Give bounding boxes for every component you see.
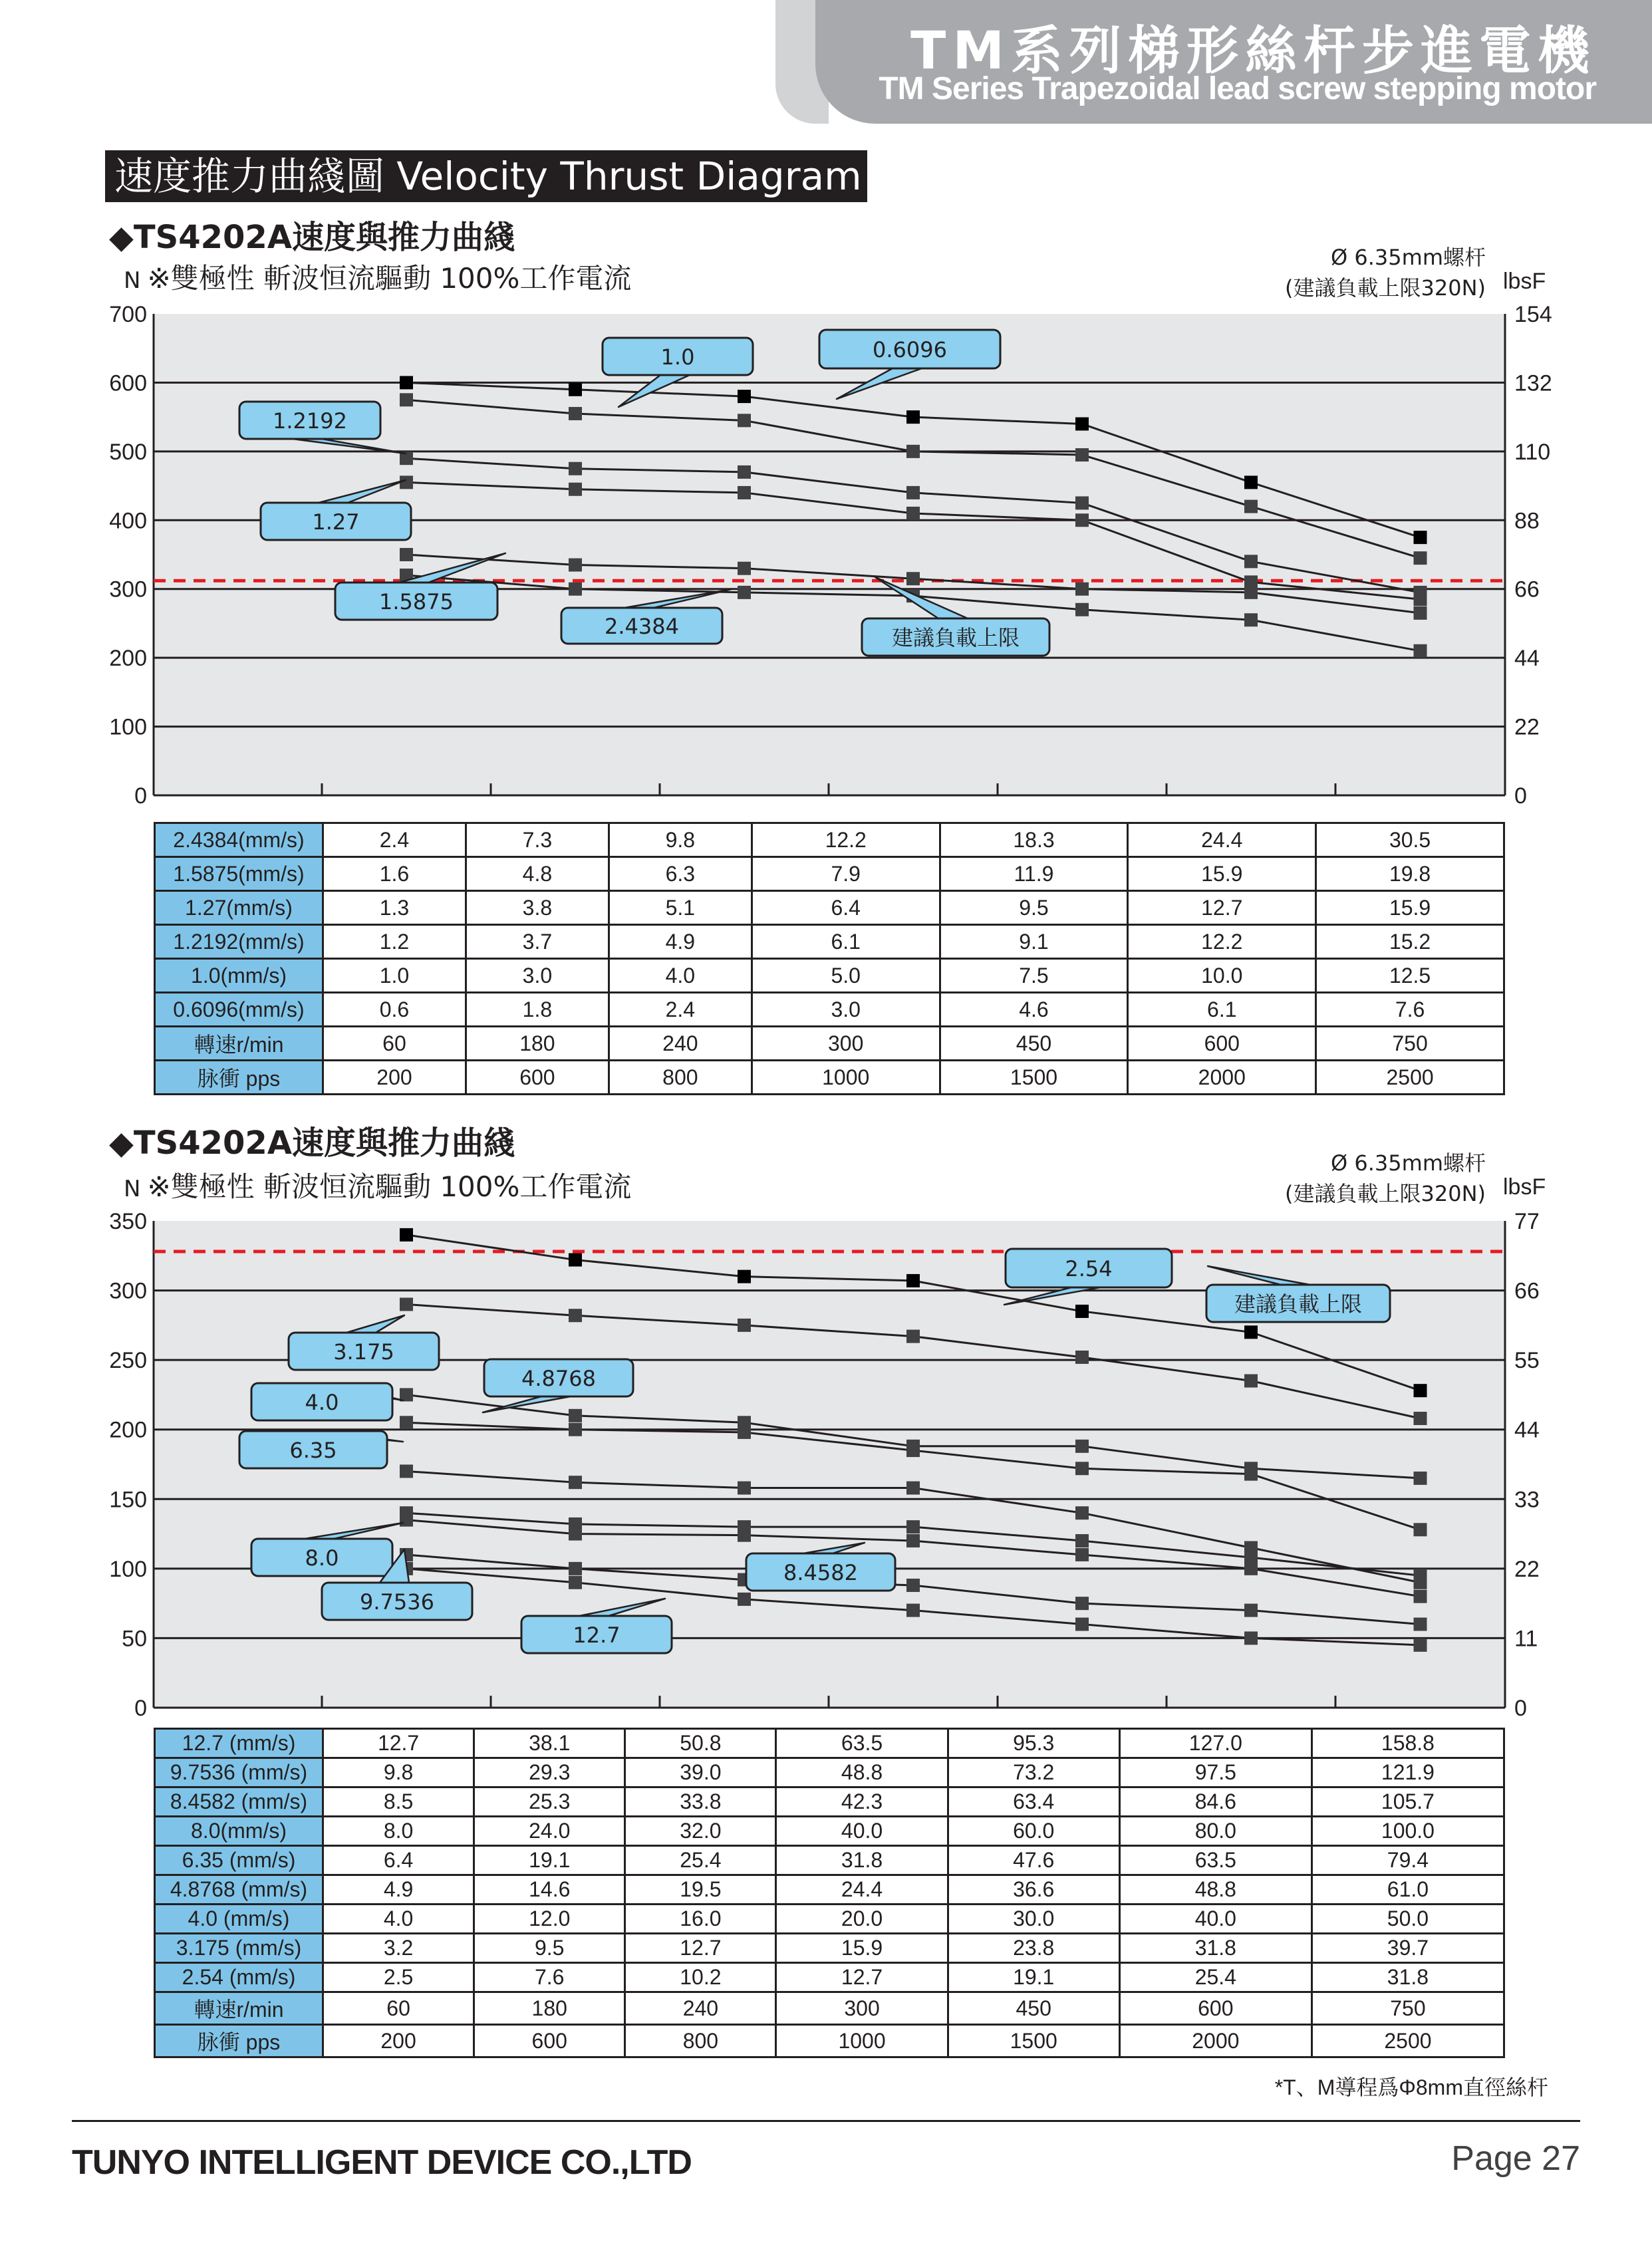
table-cell: 3.7 [466, 925, 609, 959]
table-cell: 7.9 [752, 857, 940, 891]
chart2-title: ◆TS4202A速度與推力曲綫 [109, 1124, 515, 1162]
data-point [1244, 1604, 1258, 1617]
callout-0-6096-label: 0.6096 [873, 337, 947, 362]
table-cell: 7.5 [940, 959, 1128, 993]
callout-2-4384-label: 2.4384 [605, 614, 679, 639]
table-row [155, 1846, 1504, 1875]
table-row [155, 2025, 1504, 2057]
y-tick-label: 300 [109, 577, 147, 602]
table-cell: 10.0 [1128, 959, 1316, 993]
table-cell: 300 [752, 1027, 940, 1061]
data-point [1075, 1597, 1089, 1610]
y-tick-label: 50 [122, 1626, 147, 1652]
table-cell: 11.9 [940, 857, 1128, 891]
table-row [155, 1758, 1504, 1787]
table-cell: 32.0 [625, 1817, 776, 1846]
table-cell: 105.7 [1311, 1787, 1504, 1817]
row-header: 9.7536 (mm/s) [155, 1758, 323, 1787]
table-cell: 79.4 [1311, 1846, 1504, 1875]
table-cell: 6.1 [752, 925, 940, 959]
table-cell: 15.9 [776, 1934, 948, 1963]
table-cell: 16.0 [625, 1905, 776, 1934]
row-header: 8.0(mm/s) [155, 1817, 323, 1846]
y2-tick-label: 44 [1514, 1417, 1540, 1443]
y-tick-label: 0 [134, 1696, 147, 1721]
table-cell: 9.1 [940, 925, 1128, 959]
table-cell: 5.0 [752, 959, 940, 993]
data-point [738, 1270, 751, 1283]
table-cell: 2.5 [323, 1963, 474, 1992]
data-point [569, 1527, 582, 1541]
data-point [906, 1520, 920, 1533]
table-cell: 50.0 [1311, 1905, 1504, 1934]
chart2-load-note: (建議負載上限320N) [1285, 1181, 1486, 1206]
table-cell: 800 [609, 1061, 752, 1095]
table-cell: 600 [1128, 1027, 1316, 1061]
table-cell: 12.7 [1128, 891, 1316, 925]
data-point [1075, 1462, 1089, 1475]
table-cell: 3.2 [323, 1934, 474, 1963]
data-point [1075, 1305, 1089, 1318]
chart2-left-unit: N [124, 1176, 141, 1202]
y-tick-label: 100 [109, 1556, 147, 1582]
table-cell: 158.8 [1311, 1729, 1504, 1758]
data-point [1075, 1618, 1089, 1631]
table-cell: 95.3 [948, 1729, 1119, 1758]
table-cell: 25.4 [1119, 1963, 1311, 1992]
table-cell: 47.6 [948, 1846, 1119, 1875]
table-cell: 20.0 [776, 1905, 948, 1934]
table-cell: 48.8 [1119, 1875, 1311, 1905]
table-cell: 6.4 [323, 1846, 474, 1875]
table-cell: 750 [1311, 1992, 1504, 2025]
table-cell: 1.2 [323, 925, 466, 959]
y-tick-label: 250 [109, 1348, 147, 1374]
table-cell: 600 [1119, 1992, 1311, 2025]
table-cell: 4.0 [323, 1905, 474, 1934]
y-tick-label: 0 [134, 783, 147, 809]
data-point [400, 1297, 413, 1311]
chart2-right-unit: lbsF [1503, 1174, 1546, 1200]
table-cell: 4.8 [466, 857, 609, 891]
data-point [1414, 1569, 1427, 1582]
data-point [1244, 1375, 1258, 1388]
table-cell: 4.6 [940, 993, 1128, 1027]
data-point [906, 1534, 920, 1547]
callout-6-35-label: 6.35 [289, 1438, 337, 1463]
table-cell: 2.4 [323, 823, 466, 857]
table-row [155, 1875, 1504, 1905]
table-cell: 40.0 [1119, 1905, 1311, 1934]
callout-3-175-label: 3.175 [333, 1339, 394, 1365]
table-cell: 24.0 [474, 1817, 625, 1846]
row-header: 1.0(mm/s) [155, 959, 323, 993]
table-cell: 40.0 [776, 1817, 948, 1846]
table-cell: 39.0 [625, 1758, 776, 1787]
callout-1-2192-label: 1.2192 [273, 408, 347, 434]
data-point [738, 1529, 751, 1542]
table-cell: 1500 [948, 2025, 1119, 2057]
table-cell: 48.8 [776, 1758, 948, 1787]
data-point [1075, 1548, 1089, 1561]
chart1-left-unit: N [124, 267, 141, 294]
table-cell: 3.8 [466, 891, 609, 925]
row-header: 1.2192(mm/s) [155, 925, 323, 959]
table-cell: 63.4 [948, 1787, 1119, 1817]
table-cell: 450 [948, 1992, 1119, 2025]
y-tick-label: 150 [109, 1487, 147, 1513]
table-cell: 50.8 [625, 1729, 776, 1758]
table-cell: 10.2 [625, 1963, 776, 1992]
table-cell: 1.8 [466, 993, 609, 1027]
row-header: 12.7 (mm/s) [155, 1729, 323, 1758]
table-cell: 25.4 [625, 1846, 776, 1875]
table-cell: 7.6 [474, 1963, 625, 1992]
table-cell: 19.1 [474, 1846, 625, 1875]
table-cell: 15.9 [1128, 857, 1316, 891]
y-tick-label: 300 [109, 1278, 147, 1304]
company-name: TUNYO INTELLIGENT DEVICE CO.,LTD [72, 2143, 692, 2182]
table-cell: 15.2 [1316, 925, 1504, 959]
table-cell: 84.6 [1119, 1787, 1311, 1817]
row-header: 4.0 (mm/s) [155, 1905, 323, 1934]
section-title: 速度推力曲綫圖 Velocity Thrust Diagram [105, 150, 867, 202]
callout-4-8768-label: 4.8768 [521, 1366, 596, 1391]
table-cell: 2000 [1119, 2025, 1311, 2057]
table-row [155, 1817, 1504, 1846]
y-tick-label: 500 [109, 439, 147, 465]
callout-1-27-label: 1.27 [312, 509, 360, 535]
table-cell: 61.0 [1311, 1875, 1504, 1905]
header-title: TM系列梯形絲杆步進電機 [910, 21, 1596, 81]
callout-4-0-label: 4.0 [305, 1390, 339, 1415]
table-cell: 1.6 [323, 857, 466, 891]
table-cell: 25.3 [474, 1787, 625, 1817]
data-point [906, 1444, 920, 1457]
y-tick-label: 600 [109, 370, 147, 396]
table-cell: 240 [625, 1992, 776, 2025]
data-point [1244, 1562, 1258, 1575]
data-point [906, 1274, 920, 1287]
table-cell: 30.5 [1316, 823, 1504, 857]
table-cell: 12.7 [776, 1963, 948, 1992]
data-point [1414, 1384, 1427, 1397]
data-point [400, 1416, 413, 1429]
chart1-load-note: (建議負載上限320N) [1285, 275, 1486, 301]
table-cell: 180 [474, 1992, 625, 2025]
table-cell: 1.3 [323, 891, 466, 925]
row-header: 脉衝 pps [155, 2025, 323, 2057]
table-cell: 600 [474, 2025, 625, 2057]
table-cell: 9.5 [940, 891, 1128, 925]
data-point [569, 1253, 582, 1267]
data-point [906, 1482, 920, 1495]
table-cell: 6.1 [1128, 993, 1316, 1027]
table-row [155, 1963, 1504, 1992]
table-row [155, 1905, 1504, 1934]
table-cell: 14.6 [474, 1875, 625, 1905]
table-cell: 5.1 [609, 891, 752, 925]
table-cell: 9.8 [609, 823, 752, 857]
load-limit-callout-label: 建議負載上限 [891, 625, 1020, 650]
data-point [400, 1228, 413, 1242]
y-tick-label: 200 [109, 646, 147, 672]
y2-tick-label: 22 [1514, 714, 1540, 740]
callout-1-0-label: 1.0 [660, 344, 695, 370]
y2-tick-label: 44 [1514, 646, 1540, 672]
table-cell: 7.6 [1316, 993, 1504, 1027]
table-row [155, 1729, 1504, 1758]
table-row [155, 1992, 1504, 2025]
table-cell: 24.4 [776, 1875, 948, 1905]
table-cell: 38.1 [474, 1729, 625, 1758]
data-point [738, 1319, 751, 1332]
y2-tick-label: 66 [1514, 577, 1540, 602]
y2-tick-label: 22 [1514, 1556, 1540, 1582]
table-cell: 60.0 [948, 1817, 1119, 1846]
y2-tick-label: 55 [1514, 1348, 1540, 1374]
table-cell: 12.2 [752, 823, 940, 857]
table-cell: 31.8 [1311, 1963, 1504, 1992]
table-cell: 30.0 [948, 1905, 1119, 1934]
row-header: 8.4582 (mm/s) [155, 1787, 323, 1817]
table-cell: 300 [776, 1992, 948, 2025]
table-cell: 12.7 [323, 1729, 474, 1758]
y-tick-label: 700 [109, 302, 147, 327]
table-cell: 15.9 [1316, 891, 1504, 925]
table-cell: 39.7 [1311, 1934, 1504, 1963]
table-cell: 600 [466, 1061, 609, 1095]
chart1-title: ◆TS4202A速度與推力曲綫 [109, 219, 515, 256]
table-cell: 1000 [776, 2025, 948, 2057]
footnote: *T、M導程爲Φ8mm直徑絲杆 [1274, 2075, 1548, 2099]
data-point [1075, 1506, 1089, 1519]
table-cell: 3.0 [466, 959, 609, 993]
table-cell: 7.3 [466, 823, 609, 857]
table-cell: 97.5 [1119, 1758, 1311, 1787]
table-cell: 29.3 [474, 1758, 625, 1787]
table-cell: 8.0 [323, 1817, 474, 1846]
y2-tick-label: 110 [1514, 439, 1551, 465]
table-cell: 19.8 [1316, 857, 1504, 891]
data-point [569, 1309, 582, 1322]
callout-8-0-label: 8.0 [305, 1545, 339, 1571]
data-point [1414, 1639, 1427, 1652]
chart1-screw-size: Ø 6.35mm螺杆 [1331, 245, 1486, 270]
table-cell: 3.0 [752, 993, 940, 1027]
table-cell: 31.8 [1119, 1934, 1311, 1963]
data-point [400, 1514, 413, 1527]
table-cell: 4.9 [323, 1875, 474, 1905]
row-header: 2.4384(mm/s) [155, 823, 323, 857]
data-point [1414, 1472, 1427, 1485]
table-cell: 63.5 [776, 1729, 948, 1758]
y-tick-label: 100 [109, 714, 147, 740]
table-cell: 60 [323, 1027, 466, 1061]
data-point [1075, 1440, 1089, 1453]
data-point [569, 1423, 582, 1436]
data-point [1414, 1590, 1427, 1603]
footer-divider [72, 2120, 1580, 2122]
table-cell: 8.5 [323, 1787, 474, 1817]
y2-tick-label: 11 [1514, 1626, 1538, 1652]
table-cell: 24.4 [1128, 823, 1316, 857]
table-cell: 12.0 [474, 1905, 625, 1934]
data-point [738, 1593, 751, 1606]
data-point [569, 1476, 582, 1489]
callout-1-5875-label: 1.5875 [379, 589, 454, 614]
y-tick-label: 400 [109, 508, 147, 534]
table-row [155, 1934, 1504, 1963]
data-point [1244, 1468, 1258, 1481]
table-cell: 2.4 [609, 993, 752, 1027]
data-point [1244, 1325, 1258, 1339]
y2-tick-label: 0 [1514, 1696, 1527, 1721]
y2-tick-label: 88 [1514, 508, 1540, 534]
y2-tick-label: 154 [1514, 302, 1552, 327]
data-point [569, 1562, 582, 1575]
data-point [738, 1482, 751, 1495]
table-cell: 4.9 [609, 925, 752, 959]
data-point [1244, 1631, 1258, 1645]
load-limit-callout-label: 建議負載上限 [1234, 1291, 1363, 1317]
table-cell: 33.8 [625, 1787, 776, 1817]
callout-8-4582-label: 8.4582 [783, 1560, 858, 1585]
row-header: 0.6096(mm/s) [155, 993, 323, 1027]
table-cell: 12.7 [625, 1934, 776, 1963]
table-cell: 200 [323, 1061, 466, 1095]
row-header: 轉速r/min [155, 1027, 323, 1061]
y2-tick-label: 132 [1514, 370, 1552, 396]
data-point [906, 1579, 920, 1592]
table-cell: 1.0 [323, 959, 466, 993]
table-cell: 127.0 [1119, 1729, 1311, 1758]
chart2-drive-note: ※雙極性 斬波恒流驅動 100%工作電流 [147, 1170, 632, 1203]
table-cell: 12.5 [1316, 959, 1504, 993]
table-cell: 18.3 [940, 823, 1128, 857]
row-header: 1.5875(mm/s) [155, 857, 323, 891]
table-cell: 12.2 [1128, 925, 1316, 959]
table-cell: 1000 [752, 1061, 940, 1095]
data-point [906, 1604, 920, 1617]
row-header: 轉速r/min [155, 1992, 323, 2025]
table-cell: 19.1 [948, 1963, 1119, 1992]
chart2-screw-size: Ø 6.35mm螺杆 [1331, 1150, 1486, 1176]
data-point [1414, 1523, 1427, 1536]
table-cell: 240 [609, 1027, 752, 1061]
page-number: Page 27 [1451, 2139, 1580, 2178]
chart1-right-unit: lbsF [1503, 269, 1546, 294]
table-cell: 2500 [1311, 2025, 1504, 2057]
data-point [1414, 1618, 1427, 1631]
table-cell: 73.2 [948, 1758, 1119, 1787]
callout-2-54-label: 2.54 [1065, 1256, 1113, 1281]
y2-tick-label: 66 [1514, 1278, 1540, 1304]
table-cell: 19.5 [625, 1875, 776, 1905]
row-header: 6.35 (mm/s) [155, 1846, 323, 1875]
table-cell: 180 [466, 1027, 609, 1061]
table-cell: 23.8 [948, 1934, 1119, 1963]
data-point [569, 1576, 582, 1589]
data-point [569, 1409, 582, 1422]
callout-9-7536-label: 9.7536 [360, 1589, 434, 1615]
table-cell: 4.0 [609, 959, 752, 993]
table-cell: 6.4 [752, 891, 940, 925]
table-cell: 2500 [1316, 1061, 1504, 1095]
data-point [1075, 1534, 1089, 1547]
y-tick-label: 200 [109, 1417, 147, 1443]
y2-tick-label: 0 [1514, 783, 1527, 809]
data-point [1075, 1351, 1089, 1364]
row-header: 3.175 (mm/s) [155, 1934, 323, 1963]
data-point [400, 1464, 413, 1478]
data-point [738, 1426, 751, 1439]
table-cell: 800 [625, 2025, 776, 2057]
row-header: 脉衝 pps [155, 1061, 323, 1095]
data-point [1414, 1412, 1427, 1425]
row-header: 1.27(mm/s) [155, 891, 323, 925]
table-cell: 0.6 [323, 993, 466, 1027]
table-cell: 121.9 [1311, 1758, 1504, 1787]
row-header: 4.8768 (mm/s) [155, 1875, 323, 1905]
table-cell: 6.3 [609, 857, 752, 891]
table-cell: 31.8 [776, 1846, 948, 1875]
table-cell: 80.0 [1119, 1817, 1311, 1846]
table-cell: 36.6 [948, 1875, 1119, 1905]
y2-tick-label: 33 [1514, 1487, 1540, 1513]
y-tick-label: 350 [109, 1209, 147, 1234]
data-point [906, 1330, 920, 1343]
table-cell: 450 [940, 1027, 1128, 1061]
table-cell: 2000 [1128, 1061, 1316, 1095]
table-cell: 1500 [940, 1061, 1128, 1095]
table-cell: 60 [323, 1992, 474, 2025]
table-row [155, 1787, 1504, 1817]
y2-tick-label: 77 [1514, 1209, 1540, 1234]
table-cell: 42.3 [776, 1787, 948, 1817]
header-subtitle: TM Series Trapezoidal lead screw stepping motor [879, 71, 1596, 106]
table-cell: 750 [1316, 1027, 1504, 1061]
table-cell: 9.5 [474, 1934, 625, 1963]
row-header: 2.54 (mm/s) [155, 1963, 323, 1992]
table-cell: 63.5 [1119, 1846, 1311, 1875]
chart1-drive-note: ※雙極性 斬波恒流驅動 100%工作電流 [147, 262, 632, 295]
table-cell: 200 [323, 2025, 474, 2057]
table-cell: 9.8 [323, 1758, 474, 1787]
callout-12-7-label: 12.7 [573, 1623, 620, 1648]
chart2-data-table [154, 1728, 1505, 2058]
table-cell: 100.0 [1311, 1817, 1504, 1846]
